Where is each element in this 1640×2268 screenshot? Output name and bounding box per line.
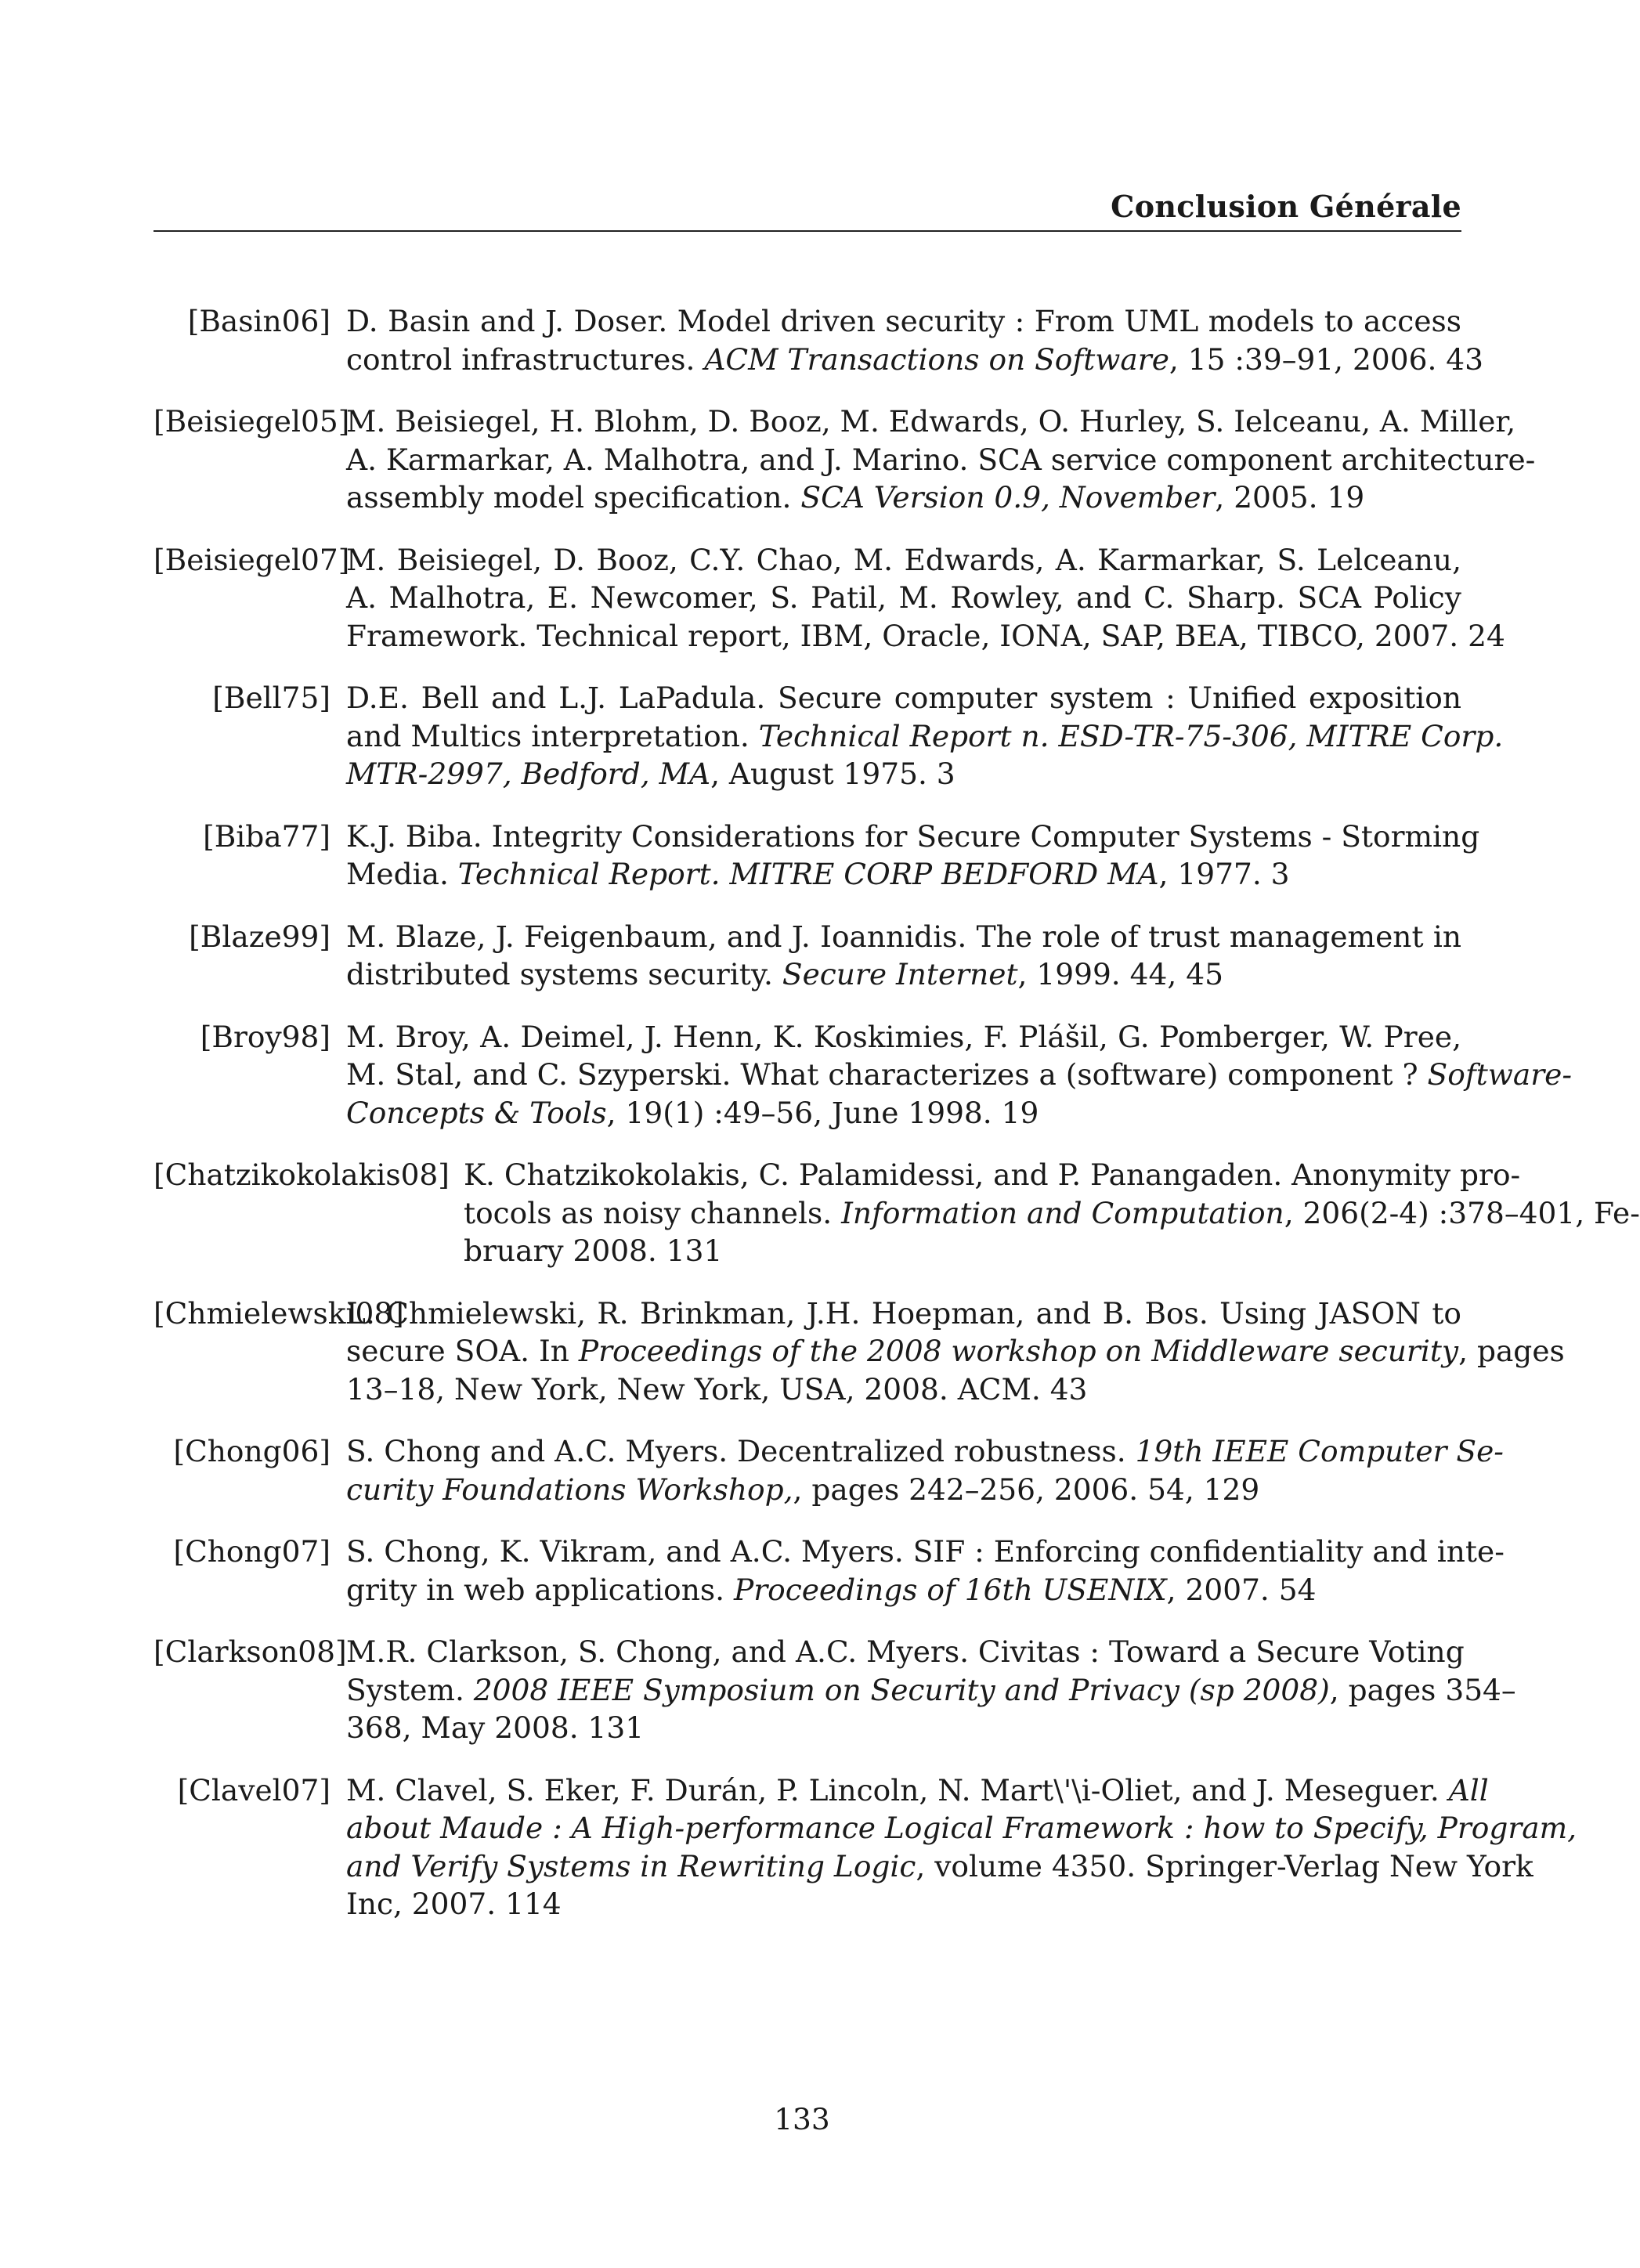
entry-line [464, 1194, 1640, 1233]
entry-line [346, 341, 1484, 379]
citation-key: [Basin06] [187, 304, 331, 338]
entry-line [346, 302, 1461, 341]
entry-line [346, 918, 1461, 956]
entry-text-italic: Proceedings of 16th USENIX [733, 1572, 1167, 1607]
entry-line [346, 679, 1461, 717]
entry-line [346, 1771, 1489, 1810]
entry-line [346, 403, 1516, 441]
bibliography-list [154, 302, 1640, 1948]
citation-key: [Blaze99] [189, 919, 331, 954]
entry-text: secure SOA. In [346, 1334, 579, 1368]
entry-text: S. Chong and A.C. Myers. Decentralized robustness. [346, 1434, 1136, 1468]
bibliography-entry [154, 541, 1505, 655]
entry-text-italic: Software- [1427, 1057, 1573, 1092]
bibliography-entry [154, 1633, 1516, 1747]
entry-line [346, 1809, 1577, 1847]
entry-text: M. Beisiegel, H. Blohm, D. Booz, M. Edwards, O. Hurley, S. Ielceanu, A. Miller, [346, 404, 1516, 439]
entry-line [464, 1156, 1521, 1194]
entry-text-italic: 2008 IEEE Symposium on Security and Privacy (sp 2008) [473, 1672, 1330, 1707]
entry-line [346, 1471, 1461, 1509]
entry-line [346, 755, 1461, 793]
citation-key: [Beisiegel05] [154, 404, 350, 439]
entry-text-italic: MTR-2997, Bedford, MA [346, 757, 711, 791]
entry-text-italic: Proceedings of the 2008 workshop on Middleware security [578, 1334, 1459, 1368]
entry-text: , volume 4350. Springer-Verlag New York [916, 1848, 1533, 1883]
entry-line [346, 1885, 1461, 1923]
bibliography-entry [154, 1771, 1577, 1923]
citation-key: [Chatzikokolakis08] [154, 1157, 450, 1192]
entry-text: 368, May 2008. 131 [346, 1710, 645, 1745]
citation-key: [Chong07] [173, 1534, 331, 1569]
entry-text: M. Clavel, S. Eker, F. Durán, P. Lincoln, N. Mart\'\i-Oliet, and J. Meseguer. [346, 1772, 1449, 1808]
header-title: Conclusion Générale [1111, 189, 1461, 224]
bibliography-entry [154, 818, 1480, 894]
entry-text: M.R. Clarkson, S. Chong, and A.C. Myers. Civitas : Toward a Secure Voting [346, 1634, 1465, 1669]
entry-text: M. Beisiegel, D. Booz, C.Y. Chao, M. Edwards, A. Karmarkar, S. Lelceanu, [346, 542, 1461, 577]
entry-line [346, 1709, 1461, 1747]
entry-text: grity in web applications. [346, 1572, 734, 1607]
entry-text: Inc, 2007. 114 [346, 1887, 562, 1921]
entry-text: M. Broy, A. Deimel, J. Henn, K. Koskimies, F. Plášil, G. Pomberger, W. Pree, [346, 1019, 1461, 1054]
entry-text: A. Karmarkar, A. Malhotra, and J. Marino. SCA service component architecture- [346, 442, 1536, 477]
bibliography-entry [154, 1533, 1505, 1609]
citation-key: [Bell75] [212, 681, 331, 715]
entry-text: Media. [346, 857, 458, 891]
entry-text: , pages [1458, 1334, 1565, 1368]
bibliography-entry [154, 1018, 1573, 1132]
entry-text: bruary 2008. 131 [464, 1233, 723, 1268]
bibliography-entry [154, 679, 1504, 793]
entry-text: , 19(1) :49–56, June 1998. 19 [606, 1095, 1039, 1130]
entry-text: , 206(2-4) :378–401, Fe- [1284, 1195, 1640, 1230]
bibliography-entry [154, 1156, 1640, 1270]
citation-key: [Chong06] [173, 1434, 331, 1468]
bibliography-entry [154, 1432, 1504, 1508]
entry-text: D.E. Bell and L.J. LaPadula. Secure computer system : Unified exposition [346, 681, 1461, 715]
entry-line [346, 1847, 1533, 1886]
entry-line [346, 1018, 1461, 1056]
entry-text-italic: Secure Internet [782, 957, 1018, 991]
citation-key: [Broy98] [200, 1019, 331, 1054]
entry-text: , August 1975. 3 [710, 757, 955, 791]
entry-text: K.J. Biba. Integrity Considerations for Secure Computer Systems - Storming [346, 818, 1480, 854]
entry-line [346, 441, 1536, 479]
entry-text-italic: Technical Report n. ESD-TR-75-306, MITRE Corp. [758, 718, 1504, 753]
entry-line [346, 818, 1480, 856]
entry-line [346, 1633, 1465, 1671]
entry-text: , 1977. 3 [1158, 857, 1290, 891]
entry-text-italic: Concepts & Tools [346, 1095, 607, 1130]
entry-line [346, 1056, 1573, 1094]
entry-text: distributed systems security. [346, 957, 782, 991]
entry-line [346, 617, 1505, 655]
entry-text-italic: about Maude : A High-performance Logical Framework : how to Specify, Program, [346, 1811, 1577, 1845]
entry-text: Framework. Technical report, IBM, Oracle, IONA, SAP, BEA, TIBCO, 2007. 24 [346, 618, 1505, 653]
entry-text-italic: All [1448, 1772, 1489, 1808]
entry-text-italic: Information and Computation [841, 1195, 1284, 1230]
page-number: 133 [774, 2102, 830, 2136]
entry-text: , pages 354– [1329, 1672, 1516, 1707]
citation-key: [Clarkson08] [154, 1634, 347, 1669]
entry-text-italic: and Verify Systems in Rewriting Logic [346, 1848, 916, 1883]
entry-line [464, 1232, 1461, 1270]
entry-line [346, 1432, 1504, 1471]
entry-line [346, 1371, 1461, 1409]
entry-line [346, 1533, 1505, 1571]
entry-text: S. Chong, K. Vikram, and A.C. Myers. SIF : Enforcing confidentiality and inte- [346, 1534, 1505, 1569]
citation-key: [Chmielewski08] [154, 1295, 404, 1331]
entry-text: , 2007. 54 [1166, 1572, 1317, 1607]
entry-line [346, 1332, 1565, 1371]
bibliography-entry [154, 1295, 1565, 1409]
entry-text: M. Stal, and C. Szyperski. What characterizes a (software) component ? [346, 1057, 1428, 1092]
entry-line [346, 579, 1461, 617]
entry-text: A. Malhotra, E. Newcomer, S. Patil, M. Rowley, and C. Sharp. SCA Policy [346, 580, 1461, 615]
citation-key: [Clavel07] [177, 1772, 331, 1808]
entry-line [346, 1571, 1461, 1609]
entry-text: , 1999. 44, 45 [1017, 957, 1223, 991]
entry-line [346, 1671, 1516, 1710]
entry-text-italic: Technical Report. MITRE CORP BEDFORD MA [457, 857, 1159, 891]
entry-text-italic: 19th IEEE Computer Se- [1135, 1434, 1504, 1468]
entry-text-italic: ACM Transactions on Software [704, 341, 1169, 377]
entry-text: L. Chmielewski, R. Brinkman, J.H. Hoepman, and B. Bos. Using JASON to [346, 1295, 1461, 1331]
entry-text: , 2005. 19 [1215, 480, 1365, 515]
entry-text: and Multics interpretation. [346, 718, 759, 753]
entry-line [346, 541, 1461, 580]
entry-text-italic: curity Foundations Workshop, [346, 1472, 793, 1507]
bibliography-entry [154, 302, 1484, 378]
entry-text: K. Chatzikokolakis, C. Palamidessi, and P. Panangaden. Anonymity pro- [464, 1157, 1521, 1192]
entry-text: tocols as noisy channels. [464, 1195, 842, 1230]
entry-line [346, 1094, 1461, 1132]
entry-text: , 15 :39–91, 2006. 43 [1169, 341, 1484, 377]
entry-text: , pages 242–256, 2006. 54, 129 [793, 1472, 1260, 1507]
entry-text-italic: SCA Version 0.9, November [800, 480, 1216, 515]
bibliography-entry [154, 403, 1536, 517]
entry-line [346, 717, 1504, 756]
citation-key: [Biba77] [203, 818, 331, 854]
entry-line [346, 1295, 1461, 1333]
citation-key: [Beisiegel07] [154, 542, 350, 577]
entry-line [346, 479, 1461, 517]
entry-text: 13–18, New York, New York, USA, 2008. ACM. 43 [346, 1371, 1088, 1407]
entry-text: assembly model specification. [346, 480, 801, 515]
entry-text: D. Basin and J. Doser. Model driven security : From UML models to access [346, 304, 1461, 338]
entry-line [346, 955, 1461, 994]
entry-text: M. Blaze, J. Feigenbaum, and J. Ioannidis. The role of trust management in [346, 919, 1461, 954]
entry-line [346, 855, 1461, 894]
entry-text: control infrastructures. [346, 341, 705, 377]
entry-text: System. [346, 1672, 474, 1707]
bibliography-entry [154, 918, 1461, 994]
running-header [154, 188, 1461, 232]
